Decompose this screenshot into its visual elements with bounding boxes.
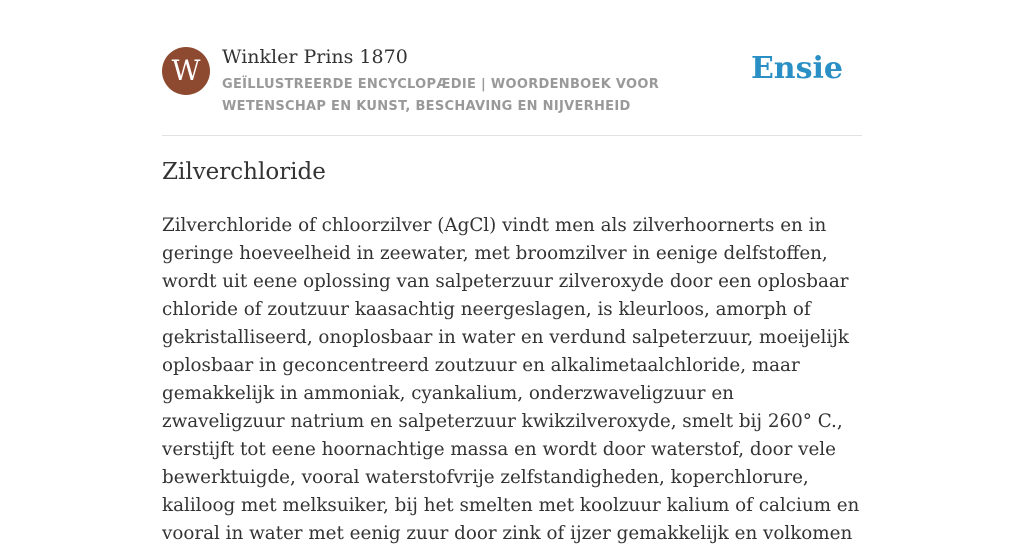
source-header: [162, 45, 862, 135]
source-name-link[interactable]: Winkler Prins 1870: [222, 46, 408, 68]
source-subtitle: GEÏLLUSTREERDE ENCYCLOPÆDIE | WOORDENBOEK VOOR WETENSCHAP EN KUNST, BESCHAVING EN NIJVERHEID: [222, 77, 660, 114]
ensie-logo-link[interactable]: Ensie: [750, 51, 843, 86]
entry-body: Zilverchloride of chloorzilver (AgCl) vindt men als zilverhoornerts en in geringe hoeveelheid in zeewater, met broomzilver in eenige delfstoffen, wordt uit eene oplossing van salpeterzuur zilveroxyde door een oplosbaar chloride of zoutzuur kaasachtig neergeslagen, is kleurloos, amorph of gekristalliseerd, onoplosbaar in water en verdund salpeterzuur, moeijelijk oplosbaar in geconcentreerd zoutzuur en alkalimetaalchloride, maar gemakkelijk in ammoniak, cyankalium, onderzwaveligzuur en zwaveligzuur natrium en salpeterzuur kwikzilveroxyde, smelt bij 260° C., verstijft tot eene hoornachtige massa en wordt door waterstof, door vele bewerktuigde, vooral waterstofvrije zelfstandigheden, koperchlorure, kaliloog met melksuiker, bij het smelten met koolzuur kalium of calcium en vooral in water met eenig zuur door zink of ijzer gemakkelijk en volkomen: [162, 215, 860, 544]
source-avatar[interactable]: W: [162, 47, 210, 95]
entry-title: Zilverchloride: [162, 159, 326, 185]
header-divider: [162, 135, 862, 136]
